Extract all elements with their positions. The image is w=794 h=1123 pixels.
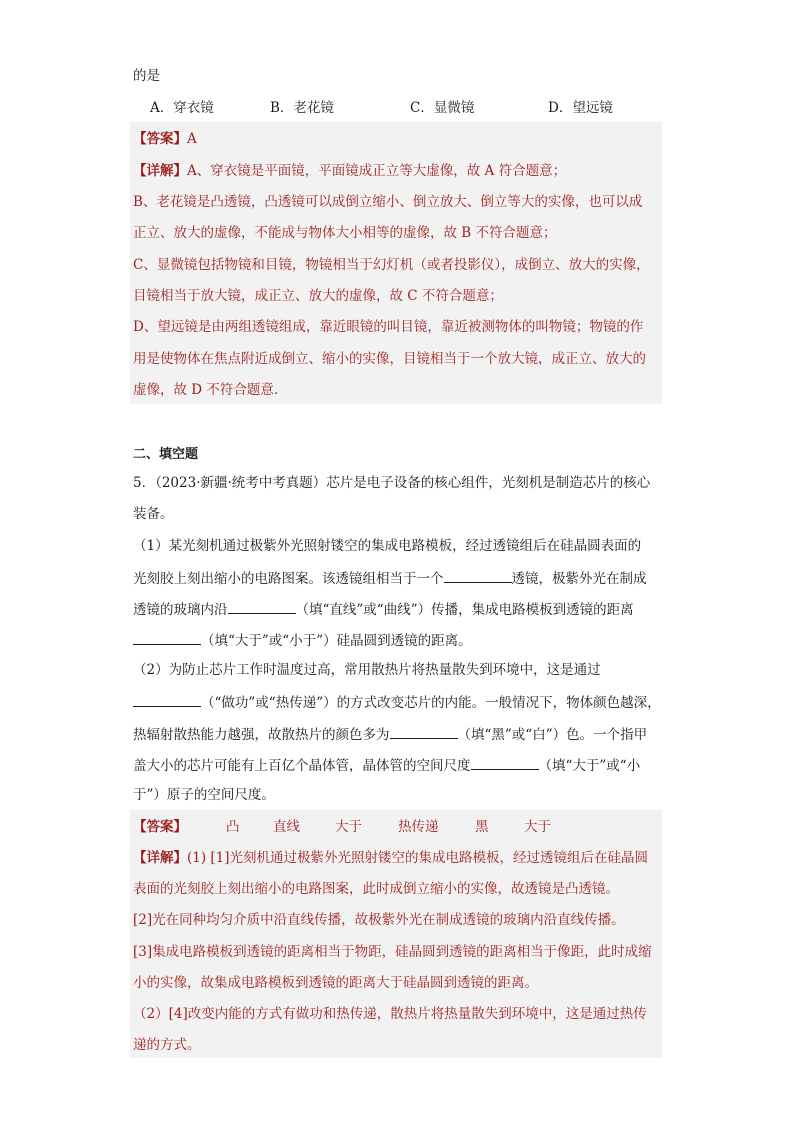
q5-stem-line-2: 装备。	[133, 506, 174, 522]
q4-option-d: D．望远镜	[548, 100, 613, 116]
q4-answer	[133, 130, 197, 148]
q4-detail-line-2: B、老花镜是凸透镜，凸透镜可以成倒立缩小、倒立放大、倒立等大的实像，也可以成	[133, 194, 643, 210]
q4-detail-line-6: D、望远镜是由两组透镜组成，靠近眼镜的叫目镜，靠近被测物体的叫物镜；物镜的作	[133, 319, 644, 335]
q4-stem-tail: 的是	[133, 68, 160, 84]
section-title: 二、填空题	[133, 447, 199, 462]
q4-option-b: B．老花镜	[270, 100, 334, 116]
blank-3[interactable]	[133, 630, 201, 645]
blank-2[interactable]	[228, 599, 296, 614]
q5-part1-line-1: （1）某光刻机通过极紫外光照射镂空的集成电路模板，经过透镜组后在硅晶圆表面的	[133, 538, 642, 554]
q5-part1-line-2: 光刻胶上刻出缩小的电路图案。该透镜组相当于一个 透镜，极紫外光在制成	[133, 568, 647, 588]
q4-option-c: C．显微镜	[410, 100, 475, 116]
q5-answer-label: 【答案】	[133, 819, 187, 835]
q4-detail-line-3: 正立、放大的虚像，不能成与物体大小相等的虚像，故 B 不符合题意；	[133, 225, 557, 241]
q5-answer-4: 热传递	[398, 819, 439, 835]
q4-detail-line-4: C、显微镜包括物镜和目镜，物镜相当于幻灯机（或者投影仪），成倒立、放大的实像，	[133, 257, 650, 273]
q5-answer-3: 大于	[335, 819, 362, 835]
q5-detail-line-4: [3]集成电路模板到透镜的距离相当于物距，硅晶圆到透镜的距离相当于像距，此时成缩	[133, 944, 652, 960]
q5-answer-6: 大于	[524, 819, 551, 835]
q5-stem-line-1: 5．（2023·新疆·统考中考真题）芯片是电子设备的核心组件，光刻机是制造芯片的核心	[133, 475, 651, 491]
q5-answer-5: 黑	[475, 819, 489, 835]
q5-answer-1: 凸	[226, 819, 240, 835]
q5-part2-line-4: 盖大小的芯片可能有上百亿个晶体管，晶体管的空间尺度 （填“大于”或“小	[133, 755, 640, 775]
q5-detail-line-2: 表面的光刻胶上刻出缩小的电路图案，此时成倒立缩小的实像，故透镜是凸透镜。	[133, 881, 619, 897]
blank-5[interactable]	[390, 724, 458, 739]
q5-part1-line-3: 透镜的玻璃内沿 （填“直线”或“曲线”）传播，集成电路模板到透镜的距离	[133, 599, 634, 619]
q4-detail-label: 【详解】	[133, 163, 187, 179]
blank-1[interactable]	[444, 568, 512, 583]
blank-6[interactable]	[471, 755, 539, 770]
q5-answer-2: 直线	[273, 819, 300, 835]
q5-detail-label: 【详解】	[133, 850, 187, 866]
q5-part2-line-5: 于”）原子的空间尺度。	[133, 787, 275, 803]
q5-part2-line-2: （“做功”或“热传递”）的方式改变芯片的内能。一般情况下，物体颜色越深，	[133, 692, 661, 712]
q5-detail-line-5: 小的实像，故集成电路模板到透镜的距离大于硅晶圆到透镜的距离。	[133, 975, 538, 991]
q4-detail-line-5: 目镜相当于放大镜，成正立、放大的虚像，故 C 不符合题意；	[133, 288, 503, 304]
q4-detail-line-7: 用是使物体在焦点附近成倒立、缩小的实像，目镜相当于一个放大镜，成正立、放大的	[133, 351, 646, 367]
q4-option-a: A．穿衣镜	[150, 100, 214, 116]
q5-part2-line-1: （2）为防止芯片工作时温度过高，常用散热片将热量散失到环境中，这是通过	[133, 662, 601, 678]
q5-detail-line-3: [2]光在同种均匀介质中沿直线传播，故极紫外光在制成透镜的玻璃内沿直线传播。	[133, 912, 625, 928]
q4-detail-line-8: 虚像，故 D 不符合题意．	[133, 382, 288, 398]
blank-4[interactable]	[133, 692, 201, 707]
q5-detail-line-1: 【详解】(1) [1]光刻机通过极紫外光照射镂空的集成电路模板，经过透镜组后在硅晶圆	[133, 850, 649, 866]
q5-answer-row	[133, 818, 187, 836]
q5-detail-line-6: （2）[4]改变内能的方式有做功和热传递，散热片将热量散失到环境中，这是通过热传	[133, 1006, 647, 1022]
q4-answer-label: 【答案】	[133, 131, 187, 147]
q4-answer-value: A	[187, 131, 197, 147]
q4-detail-line-1: 【详解】A、穿衣镜是平面镜，平面镜成正立等大虚像，故 A 符合题意；	[133, 163, 567, 179]
q5-part2-line-3: 热辐射散热能力越强，故散热片的颜色多为 （填“黑”或“白”）色。一个指甲	[133, 724, 647, 744]
q5-part1-line-4: （填“大于”或“小于”）硅晶圆到透镜的距离。	[133, 630, 472, 650]
q5-detail-line-7: 递的方式。	[133, 1037, 201, 1053]
